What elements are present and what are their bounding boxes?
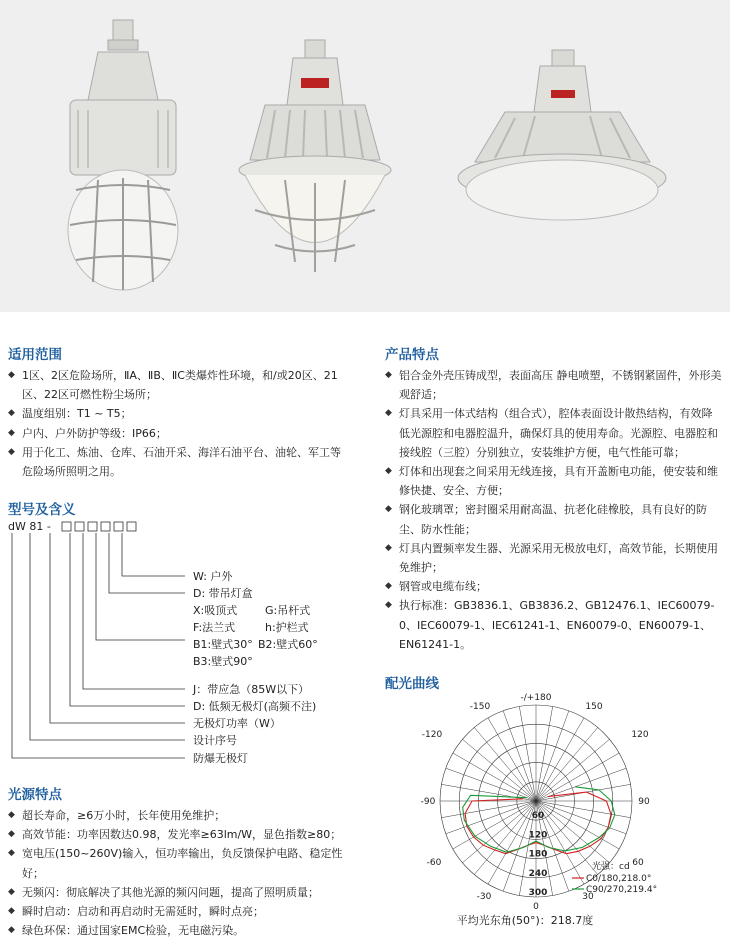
polar-light-distribution-chart [405,688,658,918]
model-code-diagram [0,520,360,770]
list-item: ◆ 灯体和出现套之间采用无线连接，具有开盖断电功能，使安装和维修快捷、安全、方便； [385,462,723,500]
polar-angle-label: -90 [420,797,436,807]
list-item: ◆ 钢化玻璃罩；密封圈采用耐高温、抗老化硅橡胶，具有良好的防尘、防水性能； [385,500,723,538]
polar-angle-label: 150 [585,702,603,712]
list-item: ◆ 高效节能：功率因数达0.98，发光率≥63lm/W，显色指数≥80； [8,825,358,844]
model-meaning-title: 型号及含义 [8,502,76,518]
model-code-prefix: dW 81 - [8,520,51,533]
lamp-pendant-cage-image [58,20,188,295]
light-curve-title: 配光曲线 [385,676,439,692]
model-label-pendant-box: D: 带吊灯盒 [193,587,253,600]
product-features-list [385,366,723,654]
list-item: ◆ 超长寿命，≥6万小时，长年使用免维护； [8,806,358,825]
model-label-rod: G:吊杆式 [265,604,311,617]
lamp-round-guard-image [235,40,395,280]
list-item: ◆ 用于化工、炼油、仓库、石油开采、海洋石油平台、油轮、军工等危险场所照明之用。 [8,443,348,481]
polar-radial-label: 120 [528,830,548,841]
polar-radial-label: 60 [531,811,545,822]
light-source-title: 光源特点 [8,787,62,803]
list-item: ◆ 钢管或电缆布线； [385,577,723,596]
polar-angle-label: -30 [476,892,492,902]
light-source-list [8,806,358,940]
model-label-ceiling: X:吸顶式 [193,604,238,617]
polar-angle-label: 60 [632,858,644,868]
polar-radial-label: 180 [528,849,548,860]
list-item: ◆ 无频闪：彻底解决了其他光源的频闪问题，提高了照明质量； [8,883,358,902]
polar-radial-label: 240 [528,868,548,879]
polar-angle-label: -/+180 [520,693,552,703]
model-label-outdoor: W: 户外 [193,570,233,583]
polar-angle-label: 90 [638,797,650,807]
polar-angle-label: -60 [426,858,442,868]
polar-angle-label: 30 [582,892,594,902]
polar-angle-label: 120 [631,730,649,740]
polar-angle-label: -120 [421,730,443,740]
average-beam-angle-text: 平均光东角(50°)：218.7度 [456,914,594,927]
list-item: ◆ 绿色环保：通过国家EMC检验，无电磁污染。 [8,921,358,940]
legend-title: 光强：cd [592,862,630,872]
application-scope-list [8,366,348,481]
list-item: ◆ 铝合金外壳压铸成型，表面高压 静电喷塑，不锈钢紧固件，外形美观舒适； [385,366,723,404]
legend-c90-label: C90/270,219.4° [586,885,658,895]
list-item: ◆ 温度组别：T1 ~ T5； [8,404,348,423]
list-item: ◆ 户内、户外防护等级：IP66； [8,424,348,443]
model-label-explosion-proof: 防爆无极灯 [193,752,248,765]
product-features-title: 产品特点 [385,347,439,363]
list-item: ◆ 执行标准：GB3836.1、GB3836.2、GB12476.1、IEC60079-0、IEC60079-1、IEC61241-1、EN60079-0、EN60079-1、EN61241-1。 [385,596,723,654]
model-label-flange: F:法兰式 [193,621,236,634]
list-item: ◆ 灯具采用一体式结构（组合式），腔体表面设计散热结构，有效降低光源腔和电器腔温升，确保灯具的使用寿命。光源腔、电器腔和接线腔（三腔）分别独立，安装维护方便，电气性能可靠； [385,404,723,462]
polar-angle-label: -150 [469,702,491,712]
list-item: ◆ 瞬时启动：启动和再启动时无需延时，瞬时点亮； [8,902,358,921]
product-photo-banner [0,0,730,312]
model-label-power: 无极灯功率（W） [193,717,281,730]
model-label-wall60: B2:壁式60° [258,638,318,651]
legend-c0-label: C0/180,218.0° [586,874,652,884]
model-label-emergency: J：带应急（85W以下） [193,683,310,696]
polar-angle-label: 0 [533,902,539,912]
application-scope-title: 适用范围 [8,347,62,363]
model-label-design-no: 设计序号 [193,734,237,747]
model-label-low-freq: D: 低频无极灯(高频不注) [193,700,317,713]
list-item: ◆ 1区、2区危险场所，ⅡA、ⅡB、ⅡC类爆炸性环境，和/或20区、21区、22区可燃性粉尘场所； [8,366,348,404]
model-label-wall90: B3:壁式90° [193,655,253,668]
model-label-wall30: B1:壁式30° [193,638,253,651]
model-label-guard: h:护栏式 [265,621,309,634]
polar-radial-label: 300 [528,888,548,898]
lamp-ceiling-flat-image [455,50,670,225]
list-item: ◆ 宽电压(150~260V)输入，恒功率输出，负反馈保护电路、稳定性好； [8,844,358,882]
list-item: ◆ 灯具内置频率发生器、光源采用无极放电灯，高效节能，长期使用免维护； [385,539,723,577]
